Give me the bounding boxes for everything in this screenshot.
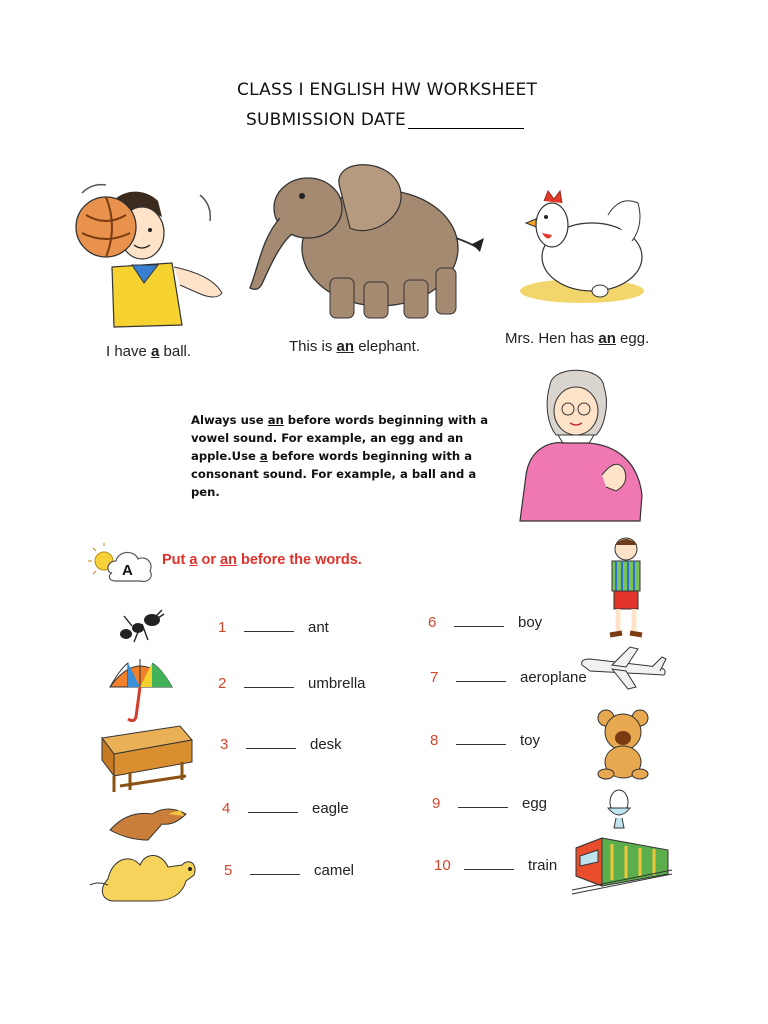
item-number: 7 (430, 669, 439, 686)
exercise-item (224, 862, 354, 880)
caption-hen: Mrs. Hen has an egg. (505, 330, 650, 347)
answer-blank[interactable] (246, 748, 296, 749)
exercise-item (428, 614, 542, 632)
exercise-item (220, 736, 342, 754)
item-number: 4 (222, 800, 231, 817)
article-rule-text: Always use an before words beginning with a vowel sound. For example, an egg and an apple.Use a before words beginning with a consonant sound. For example, a ball and a pen. (191, 413, 489, 499)
worksheet-title: CLASS I ENGLISH HW WORKSHEET (237, 80, 538, 100)
answer-blank[interactable] (456, 744, 506, 745)
item-number: 5 (224, 862, 233, 879)
item-number: 1 (218, 619, 227, 636)
desk-picture (100, 720, 194, 794)
item-word: eagle (312, 800, 349, 817)
caption-elephant: This is an elephant. (289, 338, 420, 355)
section-instruction: Put a or an before the words. (162, 552, 362, 568)
item-number: 10 (434, 857, 451, 874)
answer-blank[interactable] (456, 681, 506, 682)
item-word: umbrella (308, 675, 366, 692)
exercise-item (218, 619, 329, 637)
egg-picture (606, 788, 632, 832)
boy-with-ball-illustration (72, 175, 232, 335)
section-a-header (92, 543, 362, 592)
exercise-item (222, 800, 349, 818)
item-word: train (528, 857, 558, 874)
answer-blank[interactable] (454, 626, 504, 627)
item-word: boy (518, 614, 543, 631)
answer-blank[interactable] (464, 869, 514, 870)
item-number: 9 (432, 795, 441, 812)
item-word: ant (308, 619, 329, 636)
teddy-bear-picture (594, 708, 654, 780)
item-number: 8 (430, 732, 439, 749)
grandmother-illustration (512, 365, 662, 525)
answer-blank[interactable] (248, 812, 298, 813)
item-number: 3 (220, 736, 229, 753)
answer-blank[interactable] (458, 807, 508, 808)
train-picture (572, 830, 672, 896)
hen-illustration (512, 185, 662, 305)
item-word: egg (522, 795, 548, 812)
item-word: desk (310, 736, 342, 753)
exercise-item (218, 675, 366, 693)
elephant-illustration (240, 148, 470, 328)
item-word: toy (520, 732, 541, 749)
boy-picture (602, 535, 650, 641)
camel-picture (90, 845, 206, 907)
umbrella-picture (106, 655, 176, 723)
ant-picture (118, 610, 164, 644)
answer-blank[interactable] (244, 631, 294, 632)
exercise-item (434, 857, 557, 875)
answer-blank[interactable] (250, 874, 300, 875)
exercise-item (430, 732, 540, 750)
submission-date-blank[interactable] (408, 128, 524, 129)
section-badge: A (122, 562, 133, 579)
submission-date-label: SUBMISSION DATE (246, 110, 406, 130)
exercise-item (432, 795, 547, 813)
answer-blank[interactable] (244, 687, 294, 688)
caption-ball: I have a ball. (106, 343, 192, 360)
eagle-picture (108, 800, 190, 844)
item-number: 6 (428, 614, 437, 631)
aeroplane-picture (578, 645, 670, 693)
item-word: camel (314, 862, 355, 879)
item-number: 2 (218, 675, 227, 692)
sun-cloud-icon (92, 543, 164, 587)
exercise-item (430, 669, 587, 687)
item-word: aeroplane (520, 669, 587, 686)
